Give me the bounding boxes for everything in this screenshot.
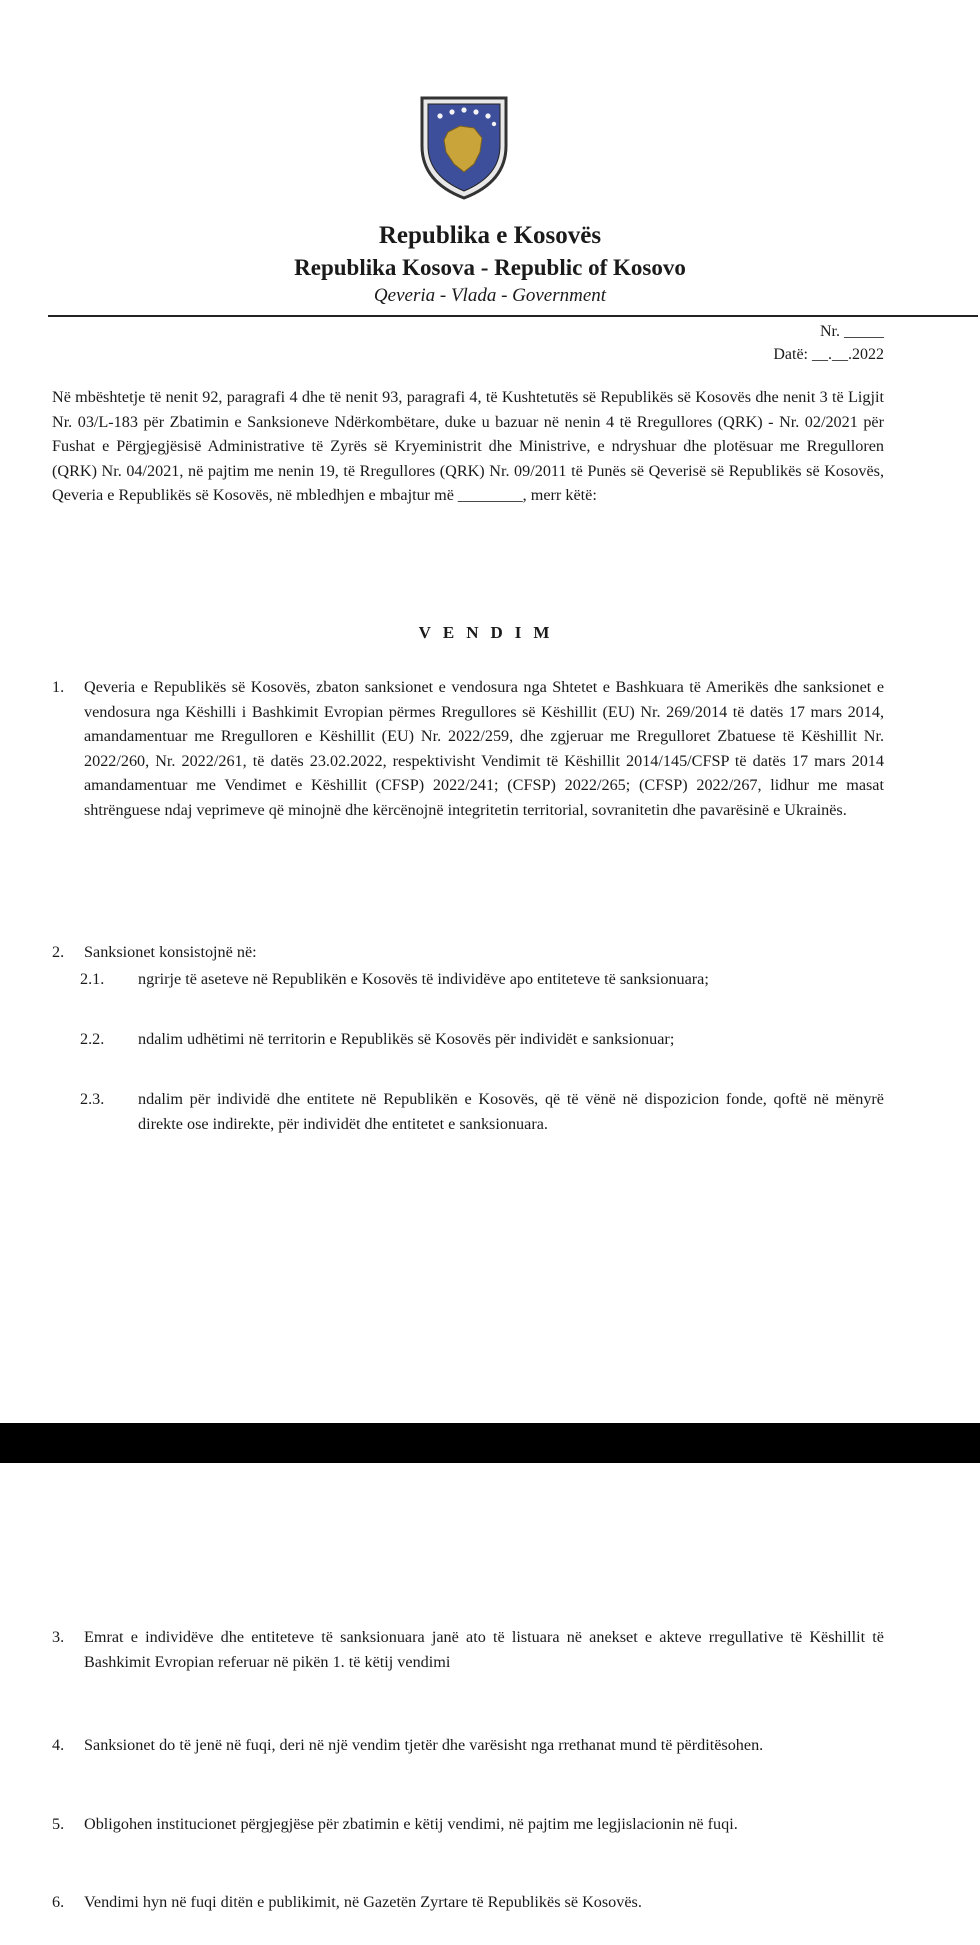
decision-item xyxy=(52,1812,884,1837)
decision-item xyxy=(52,1890,884,1915)
item-number: 2. xyxy=(52,943,65,961)
decision-item xyxy=(52,1733,884,1758)
header-divider xyxy=(48,315,978,317)
decision-subitem xyxy=(80,1027,884,1052)
decision-subitem xyxy=(80,967,884,992)
item-text: Qeveria e Republikës së Kosovës, zbaton sanksionet e vendosura nga Shtetet e Bashkuara të Amerikës dhe sanksionet e vendosura nga Këshilli i Bashkimit Evropian përmes Rregullores së Këshillit (EU) Nr. 269/2014 të datës 17 mars 2014, amandamentuar me Rregulloren e Këshillit (EU) Nr. 2022/259, dhe zgjeruar me Rregulloret Zbatuese të Këshillit Nr. 2022/260, Nr. 2022/261, të datës 23.02.2022, respektivisht Vendimit të Këshillit 2014/145/CFSP të datës 17 mars 2014 amandamentuar me Vendimet e Këshillit (CFSP) 2022/241; (CFSP) 2022/265; (CFSP) 2022/267, lidhur me masat shtrënguese ndaj veprimeve që minojnë dhe kërcënojnë integritetin territorial, sovranitetin dhe pavarësinë e Ukrainës. xyxy=(84,678,884,819)
item-number: 4. xyxy=(52,1736,65,1754)
reference-date: Datë: __.__.2022 xyxy=(773,346,884,363)
subitem-text: ndalim për individë dhe entitete në Republikën e Kosovës, që të vënë në dispozicion fonde, qoftë në mënyrë direkte ose indirekte, për individët dhe entitetet e sanksionuara. xyxy=(138,1090,884,1133)
item-number: 3. xyxy=(52,1628,65,1646)
item-number: 5. xyxy=(52,1815,65,1833)
header-republic-serbian-english: Republika Kosova - Republic of Kosovo xyxy=(294,255,686,280)
item-text: Sanksionet do të jenë në fuqi, deri në një vendim tjetër dhe varësisht nga rrethanat mund të përditësohen. xyxy=(84,1736,764,1754)
subitem-number: 2.1. xyxy=(80,970,105,988)
subitem-text: ndalim udhëtimi në territorin e Republikës së Kosovës për individët e sanksionuar; xyxy=(138,1030,675,1048)
subitem-number: 2.3. xyxy=(80,1090,105,1108)
subitem-text: ngrirje të aseteve në Republikën e Kosovës të individëve apo entiteteve të sanksionuara; xyxy=(138,970,709,988)
preamble-paragraph: Në mbështetje të nenit 92, paragrafi 4 dhe të nenit 93, paragrafi 4, të Kushtetutës së Republikës së Kosovës dhe nenit 3 të Ligjit Nr. 03/L-183 për Zbatimin e Sanksioneve Ndërkombëtare, duke u bazuar në nenin 4 të Rregullores (QRK) - Nr. 02/2021 për Fushat e Përgjegjësisë Administrative të Zyrës së Kryeministrit dhe Ministrive, e ndryshuar dhe plotësuar me Rregulloren (QRK) Nr. 04/2021, në pajtim me nenin 19, të Rregullores (QRK) Nr. 09/2011 të Punës së Qeverisë së Republikës së Kosovës, Qeveria e Republikës së Kosovës, në mbledhjen e mbajtur më ________, merr këtë: xyxy=(52,388,884,504)
page-break-bar xyxy=(0,1423,980,1463)
item-text: Sanksionet konsistojnë në: xyxy=(84,943,257,961)
decision-item xyxy=(52,675,884,822)
decision-title: VENDIM xyxy=(418,623,562,642)
item-text: Obligohen institucionet përgjegjëse për zbatimin e këtij vendimi, në pajtim me legjislacionin në fuqi. xyxy=(84,1815,738,1833)
decision-subitem xyxy=(80,1087,884,1136)
header-republic-albanian: Republika e Kosovës xyxy=(378,222,602,249)
subitem-number: 2.2. xyxy=(80,1030,105,1048)
header-government: Qeveria - Vlada - Government xyxy=(373,285,607,306)
item-number: 6. xyxy=(52,1893,65,1911)
decision-item xyxy=(52,940,884,965)
kosovo-coat-of-arms-icon xyxy=(418,94,510,202)
decision-item xyxy=(52,1625,884,1674)
item-number: 1. xyxy=(52,678,65,696)
item-text: Emrat e individëve dhe entiteteve të sanksionuara janë ato të listuara në anekset e akteve rregullative të Këshillit të Bashkimit Evropian referuar në pikën 1. të këtij vendimi xyxy=(84,1628,884,1671)
item-text: Vendimi hyn në fuqi ditën e publikimit, në Gazetën Zyrtare të Republikës së Kosovës. xyxy=(84,1893,642,1911)
reference-number: Nr. _____ xyxy=(820,323,884,340)
